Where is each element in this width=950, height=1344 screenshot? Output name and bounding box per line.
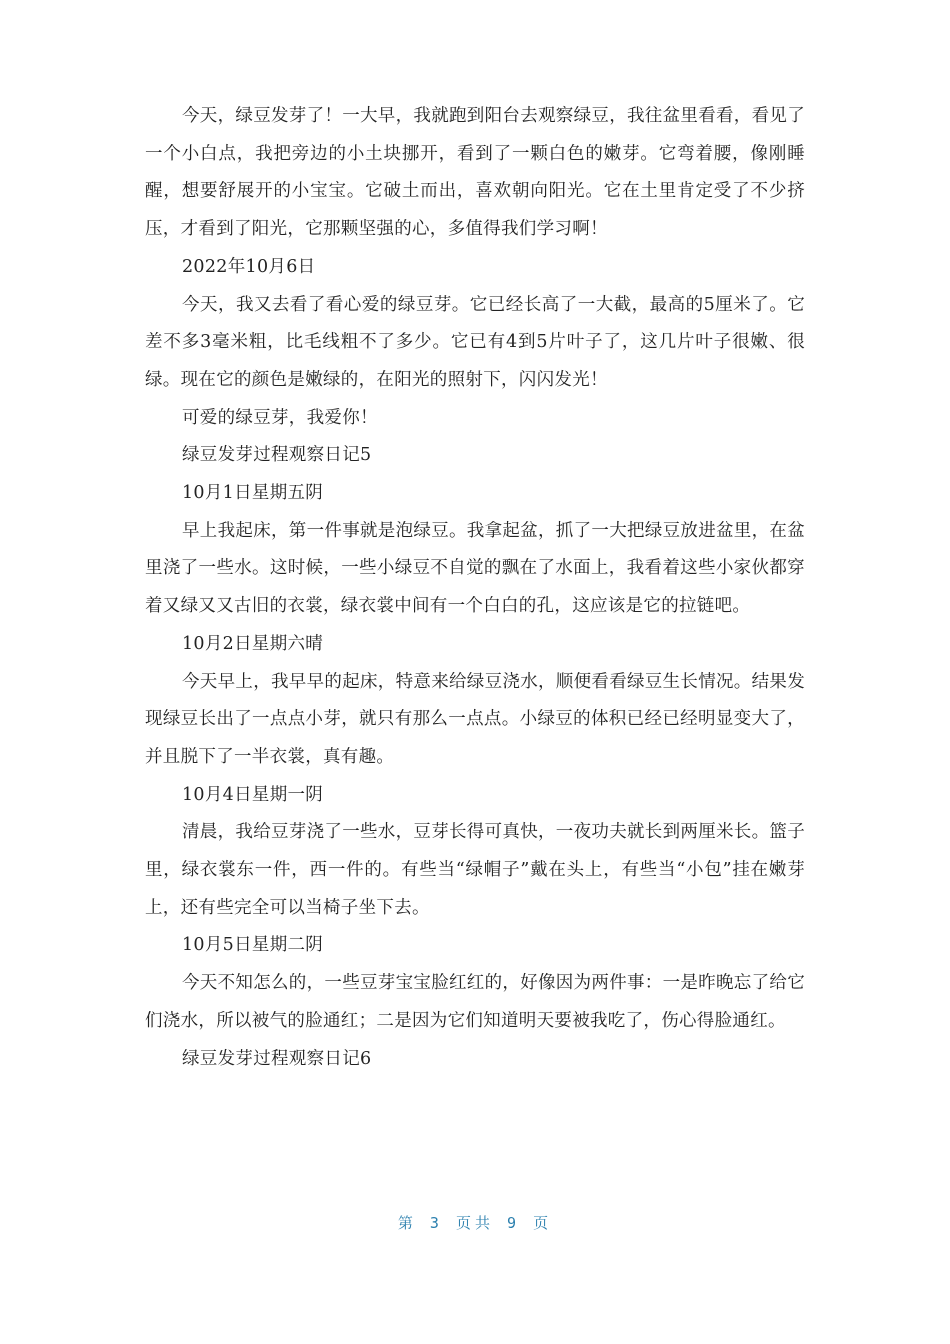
diary-date: 2022年10月6日 <box>182 256 316 277</box>
paragraph: 早上我起床，第一件事就是泡绿豆。我拿起盆，抓了一大把绿豆放进盆里，在盆里浇了一些水。这时候，一些小绿豆不自觉的飘在了水面上，我看着这些小家伙都穿着又绿又又古旧的衣裳，绿衣裳中间有一个白白的孔，这应该是它的拉链吧。 <box>145 520 805 617</box>
document-body <box>145 98 805 1078</box>
section-title: 绿豆发芽过程观察日记5 <box>182 445 372 466</box>
page-number-label: 第 3 页共 9 页 <box>397 1214 553 1232</box>
paragraph: 清晨，我给豆芽浇了一些水，豆芽长得可真快，一夜功夫就长到两厘米长。篮子里，绿衣裳东一件，西一件的。有些当“绿帽子”戴在头上，有些当“小包”挂在嫩芽上，还有些完全可以当椅子坐下去。 <box>145 822 805 918</box>
paragraph: 今天不知怎么的，一些豆芽宝宝脸红红的，好像因为两件事：一是昨晚忘了给它们浇水，所以被气的脸通红；二是因为它们知道明天要被我吃了，伤心得脸通红。 <box>145 973 805 1031</box>
section-title: 绿豆发芽过程观察日记6 <box>182 1048 372 1069</box>
paragraph: 可爱的绿豆芽，我爱你！ <box>182 407 378 428</box>
paragraph: 今天早上，我早早的起床，特意来给绿豆浇水，顺便看看绿豆生长情况。结果发现绿豆长出了一点点小芽，就只有那么一点点。小绿豆的体积已经已经明显变大了，并且脱下了一半衣裳，真有趣。 <box>145 671 805 767</box>
diary-date: 10月1日星期五阴 <box>182 483 324 504</box>
paragraph: 今天，绿豆发芽了！一大早，我就跑到阳台去观察绿豆，我往盆里看看，看见了一个小白点，我把旁边的小土块挪开，看到了一颗白色的嫩芽。它弯着腰，像刚睡醒，想要舒展开的小宝宝。它破土而出，喜欢朝向阳光。它在土里肯定受了不少挤压，才看到了阳光，它那颗坚强的心，多值得我们学习啊！ <box>145 106 805 240</box>
diary-date: 10月4日星期一阴 <box>182 784 324 805</box>
paragraph: 今天，我又去看了看心爱的绿豆芽。它已经长高了一大截，最高的5厘米了。它差不多3毫米粗，比毛线粗不了多少。它已有4到5片叶子了，这几片叶子很嫩、很绿。现在它的颜色是嫩绿的，在阳光的照射下，闪闪发光！ <box>145 294 805 390</box>
diary-date: 10月2日星期六晴 <box>182 633 324 654</box>
diary-date: 10月5日星期二阴 <box>182 935 324 956</box>
page-footer <box>0 1212 950 1233</box>
